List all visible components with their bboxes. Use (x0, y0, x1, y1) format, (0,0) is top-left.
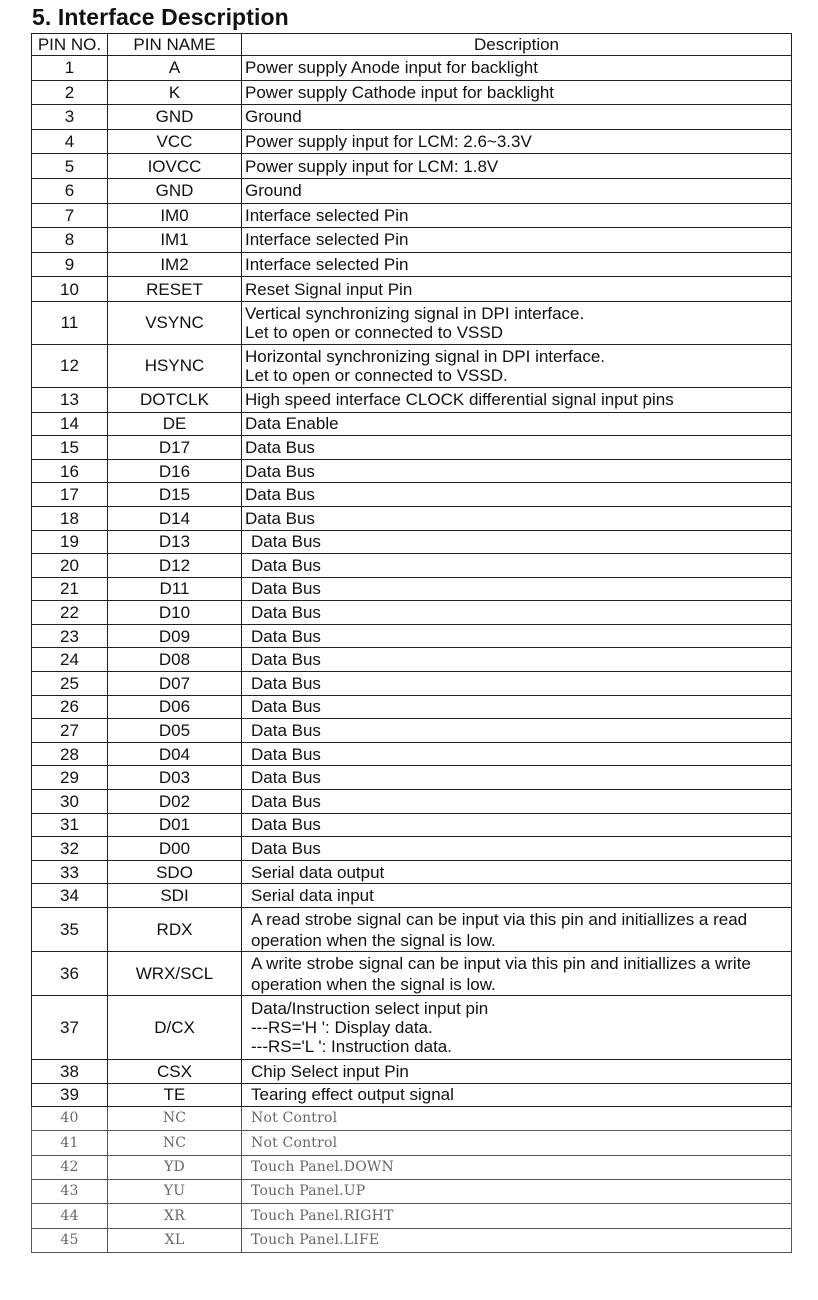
pin-number-cell: 36 (32, 952, 108, 996)
table-row (32, 648, 792, 672)
table-row (32, 837, 792, 861)
pin-name-cell: HSYNC (108, 344, 242, 387)
pin-name-cell: D01 (108, 813, 242, 837)
pin-number-cell: 33 (32, 860, 108, 884)
description-line: Data/Instruction select input pin (251, 999, 489, 1018)
pin-name-cell: D09 (108, 624, 242, 648)
column-header-description: Description (242, 34, 792, 56)
pin-name-cell: D07 (108, 672, 242, 696)
description-line: Touch Panel.UP (251, 1183, 366, 1200)
description-line: Interface selected Pin (245, 205, 409, 225)
table-row (32, 554, 792, 578)
description-line: Power supply input for LCM: 2.6~3.3V (245, 132, 532, 152)
table-row (32, 695, 792, 719)
pin-number-cell: 21 (32, 577, 108, 601)
pin-name-cell: CSX (108, 1060, 242, 1084)
pin-name-cell: NC (108, 1107, 242, 1131)
description-line: Data Bus (251, 697, 321, 717)
description-line: Data Bus (251, 650, 321, 670)
pin-number-cell: 43 (32, 1180, 108, 1204)
pin-name-cell: YU (108, 1180, 242, 1204)
table-row (32, 790, 792, 814)
description-cell (242, 860, 792, 884)
description-cell (242, 1083, 792, 1107)
table-row (32, 80, 792, 105)
table-row (32, 996, 792, 1060)
description-cell (242, 154, 792, 179)
table-row (32, 1228, 792, 1252)
pin-name-cell: IOVCC (108, 154, 242, 179)
pin-number-cell: 42 (32, 1155, 108, 1179)
description-cell (242, 648, 792, 672)
pin-name-cell: DOTCLK (108, 387, 242, 412)
description-line: Reset Signal input Pin (245, 279, 413, 299)
pin-number-cell: 10 (32, 277, 108, 302)
table-row (32, 766, 792, 790)
description-line: Power supply Anode input for backlight (245, 58, 538, 78)
table-row (32, 459, 792, 483)
pin-number-cell: 40 (32, 1107, 108, 1131)
description-line: Data Bus (251, 815, 321, 835)
description-cell (242, 387, 792, 412)
description-line: Data Bus (251, 768, 321, 788)
description-cell (242, 766, 792, 790)
description-cell (242, 1180, 792, 1204)
table-header (32, 34, 792, 56)
description-line: Data Bus (251, 555, 321, 575)
pin-number-cell: 30 (32, 790, 108, 814)
description-line: Not Control (251, 1110, 338, 1127)
table-row (32, 301, 792, 344)
pin-number-cell: 17 (32, 483, 108, 507)
description-line: Data Enable (245, 414, 339, 434)
table-row (32, 56, 792, 81)
pin-name-cell: D10 (108, 601, 242, 625)
description-line: Interface selected Pin (245, 230, 409, 250)
header-row (32, 34, 792, 56)
pin-number-cell: 2 (32, 80, 108, 105)
pin-name-cell: GND (108, 105, 242, 130)
description-cell (242, 459, 792, 483)
description-line: Chip Select input Pin (251, 1061, 409, 1081)
description-line: Data Bus (251, 721, 321, 741)
description-line: ---RS='L ': Instruction data. (251, 1037, 452, 1056)
description-cell (242, 554, 792, 578)
description-line: Data Bus (245, 508, 315, 528)
table-row (32, 884, 792, 908)
description-cell (242, 1107, 792, 1131)
pin-name-cell: D05 (108, 719, 242, 743)
pin-number-cell: 38 (32, 1060, 108, 1084)
table-row (32, 277, 792, 302)
table-row (32, 252, 792, 277)
description-cell (242, 1204, 792, 1228)
pin-number-cell: 4 (32, 129, 108, 154)
description-line: Ground (245, 181, 302, 201)
description-line: Data Bus (251, 673, 321, 693)
description-line: Data Bus (251, 839, 321, 859)
pin-name-cell: SDO (108, 860, 242, 884)
description-line: Data Bus (251, 744, 321, 764)
description-cell (242, 601, 792, 625)
table-row (32, 719, 792, 743)
table-row (32, 742, 792, 766)
description-cell (242, 1228, 792, 1252)
pin-number-cell: 9 (32, 252, 108, 277)
pin-number-cell: 39 (32, 1083, 108, 1107)
description-line: Vertical synchronizing signal in DPI interface. (245, 303, 585, 323)
description-cell (242, 624, 792, 648)
pin-number-cell: 1 (32, 56, 108, 81)
pin-name-cell: K (108, 80, 242, 105)
pin-name-cell: D11 (108, 577, 242, 601)
description-line: Touch Panel.LIFE (251, 1231, 380, 1248)
description-line: High speed interface CLOCK differential signal input pins (245, 390, 674, 410)
pin-name-cell: D12 (108, 554, 242, 578)
description-line: Power supply input for LCM: 1.8V (245, 156, 499, 176)
description-cell (242, 884, 792, 908)
pin-number-cell: 41 (32, 1131, 108, 1155)
description-cell (242, 813, 792, 837)
description-line: Ground (245, 107, 302, 127)
table-row (32, 952, 792, 996)
table-row (32, 1083, 792, 1107)
pin-name-cell: D00 (108, 837, 242, 861)
table-row (32, 344, 792, 387)
description-cell (242, 952, 792, 996)
pin-number-cell: 11 (32, 301, 108, 344)
description-line: Serial data output (251, 862, 385, 882)
table-row (32, 908, 792, 952)
pin-number-cell: 31 (32, 813, 108, 837)
table-row (32, 105, 792, 130)
pin-number-cell: 13 (32, 387, 108, 412)
description-cell (242, 56, 792, 81)
pin-number-cell: 24 (32, 648, 108, 672)
description-cell (242, 1131, 792, 1155)
pin-name-cell: D04 (108, 742, 242, 766)
pin-table (31, 33, 792, 1253)
pin-name-cell: GND (108, 178, 242, 203)
pin-name-cell: D08 (108, 648, 242, 672)
pin-number-cell: 32 (32, 837, 108, 861)
pin-number-cell: 22 (32, 601, 108, 625)
pin-number-cell: 28 (32, 742, 108, 766)
table-row (32, 412, 792, 436)
description-cell (242, 996, 792, 1060)
pin-name-cell: XL (108, 1228, 242, 1252)
pin-number-cell: 26 (32, 695, 108, 719)
table-row (32, 129, 792, 154)
description-line: Data Bus (251, 579, 321, 599)
table-row (32, 506, 792, 530)
pin-number-cell: 16 (32, 459, 108, 483)
pin-number-cell: 7 (32, 203, 108, 228)
table-row (32, 1204, 792, 1228)
description-line: Touch Panel.DOWN (251, 1158, 394, 1175)
description-cell (242, 577, 792, 601)
pin-number-cell: 45 (32, 1228, 108, 1252)
table-row (32, 1107, 792, 1131)
pin-name-cell: TE (108, 1083, 242, 1107)
pin-name-cell: VCC (108, 129, 242, 154)
description-line: Data Bus (251, 626, 321, 646)
table-row (32, 672, 792, 696)
description-line: Interface selected Pin (245, 255, 409, 275)
table-body (32, 56, 792, 1253)
pin-name-cell: D02 (108, 790, 242, 814)
pin-name-cell: D13 (108, 530, 242, 554)
description-line: ---RS='H ': Display data. (251, 1018, 433, 1037)
description-cell (242, 252, 792, 277)
pin-name-cell: IM2 (108, 252, 242, 277)
column-header-pin-name: PIN NAME (108, 34, 242, 56)
pin-name-cell: XR (108, 1204, 242, 1228)
pin-name-cell: NC (108, 1131, 242, 1155)
description-line: Data Bus (245, 485, 315, 505)
table-row (32, 601, 792, 625)
pin-number-cell: 35 (32, 908, 108, 952)
pin-number-cell: 34 (32, 884, 108, 908)
description-line: Not Control (251, 1134, 338, 1151)
description-cell (242, 790, 792, 814)
description-line: A read strobe signal can be input via this pin and initiallizes a read operation when the signal is low. (251, 909, 748, 950)
pin-number-cell: 5 (32, 154, 108, 179)
description-cell (242, 1155, 792, 1179)
table-row (32, 530, 792, 554)
pin-name-cell: DE (108, 412, 242, 436)
column-header-pin-no: PIN NO. (32, 34, 108, 56)
pin-number-cell: 29 (32, 766, 108, 790)
table-row (32, 436, 792, 460)
description-line: Let to open or connected to VSSD. (245, 365, 508, 385)
description-cell (242, 301, 792, 344)
pin-number-cell: 37 (32, 996, 108, 1060)
description-cell (242, 412, 792, 436)
table-row (32, 577, 792, 601)
table-row (32, 154, 792, 179)
table-row (32, 203, 792, 228)
description-cell (242, 530, 792, 554)
table-row (32, 1060, 792, 1084)
pin-number-cell: 15 (32, 436, 108, 460)
pin-name-cell: D06 (108, 695, 242, 719)
description-line: Power supply Cathode input for backlight (245, 82, 555, 102)
description-cell (242, 506, 792, 530)
description-line: Data Bus (251, 791, 321, 811)
description-cell (242, 483, 792, 507)
description-cell (242, 672, 792, 696)
table-row (32, 624, 792, 648)
pin-number-cell: 8 (32, 228, 108, 253)
description-line: Data Bus (251, 532, 321, 552)
pin-number-cell: 3 (32, 105, 108, 130)
pin-number-cell: 19 (32, 530, 108, 554)
pin-number-cell: 6 (32, 178, 108, 203)
description-cell (242, 742, 792, 766)
pin-name-cell: YD (108, 1155, 242, 1179)
description-line: Tearing effect output signal (251, 1085, 454, 1105)
pin-number-cell: 27 (32, 719, 108, 743)
table-row (32, 1131, 792, 1155)
description-line: Data Bus (245, 437, 315, 457)
description-cell (242, 908, 792, 952)
description-cell (242, 105, 792, 130)
pin-name-cell: D/CX (108, 996, 242, 1060)
description-line: Horizontal synchronizing signal in DPI interface. (245, 346, 606, 366)
table-row (32, 813, 792, 837)
description-cell (242, 695, 792, 719)
table-row (32, 860, 792, 884)
description-line: A write strobe signal can be input via this pin and initiallizes a write operation when the signal is low. (251, 953, 751, 994)
table-row (32, 1155, 792, 1179)
pin-number-cell: 44 (32, 1204, 108, 1228)
pin-name-cell: D16 (108, 459, 242, 483)
description-cell (242, 277, 792, 302)
description-line: Let to open or connected to VSSD (245, 322, 504, 342)
table-row (32, 228, 792, 253)
description-cell (242, 228, 792, 253)
pin-name-cell: RDX (108, 908, 242, 952)
section-title: 5. Interface Description (32, 4, 289, 30)
pin-name-cell: IM0 (108, 203, 242, 228)
pin-name-cell: IM1 (108, 228, 242, 253)
pin-name-cell: RESET (108, 277, 242, 302)
description-cell (242, 178, 792, 203)
table-row (32, 483, 792, 507)
pin-name-cell: D14 (108, 506, 242, 530)
description-cell (242, 436, 792, 460)
description-line: Touch Panel.RIGHT (251, 1207, 394, 1224)
pin-number-cell: 14 (32, 412, 108, 436)
pin-number-cell: 23 (32, 624, 108, 648)
description-cell (242, 1060, 792, 1084)
pin-name-cell: WRX/SCL (108, 952, 242, 996)
pin-name-cell: D15 (108, 483, 242, 507)
pin-name-cell: SDI (108, 884, 242, 908)
pin-number-cell: 20 (32, 554, 108, 578)
pin-name-cell: A (108, 56, 242, 81)
pin-number-cell: 12 (32, 344, 108, 387)
description-cell (242, 80, 792, 105)
description-cell (242, 344, 792, 387)
table-row (32, 387, 792, 412)
description-cell (242, 837, 792, 861)
table-row (32, 178, 792, 203)
pin-number-cell: 25 (32, 672, 108, 696)
description-line: Data Bus (245, 461, 315, 481)
description-cell (242, 203, 792, 228)
pin-name-cell: D03 (108, 766, 242, 790)
pin-name-cell: VSYNC (108, 301, 242, 344)
table-row (32, 1180, 792, 1204)
description-line: Serial data input (251, 886, 374, 906)
description-line: Data Bus (251, 603, 321, 623)
description-cell (242, 719, 792, 743)
pin-number-cell: 18 (32, 506, 108, 530)
description-cell (242, 129, 792, 154)
pin-name-cell: D17 (108, 436, 242, 460)
